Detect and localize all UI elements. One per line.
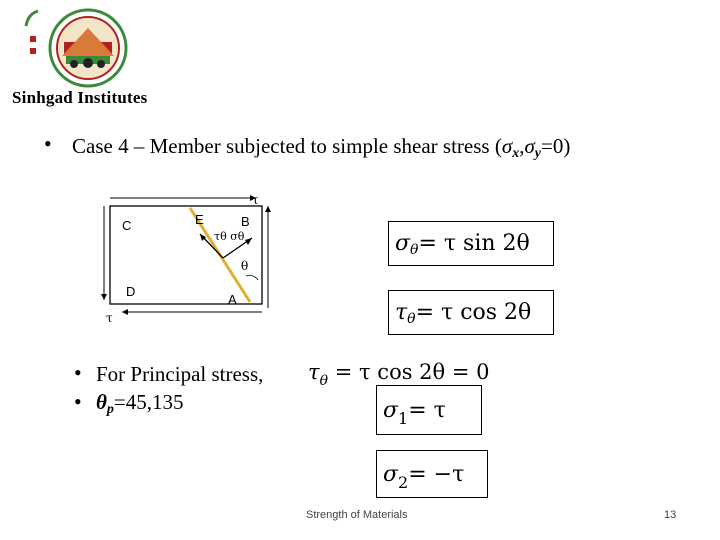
corner-E-label: E	[195, 212, 204, 227]
case-heading-prefix: Case 4 – Member subjected to simple shear stress (	[72, 134, 502, 158]
principal-angle-value: =45,135	[113, 390, 184, 414]
footer-title: Strength of Materials	[306, 509, 408, 521]
subscript-p: p	[106, 402, 114, 417]
arrowhead-icon	[101, 294, 107, 300]
formula-rhs: = τ	[408, 397, 446, 423]
equation-lhs: τ	[308, 360, 320, 384]
case-heading-suffix: =0)	[541, 134, 571, 158]
theta-arc	[246, 276, 258, 281]
bullet-dot: •	[74, 389, 82, 414]
equation-rhs: = τ cos 2θ = 0	[328, 360, 490, 384]
shear-stress-formula	[388, 290, 554, 335]
theta-symbol: θ	[96, 390, 107, 414]
formula-lhs: σ	[383, 397, 399, 423]
corner-D-label: D	[126, 284, 136, 299]
sigma-symbol: σ	[524, 134, 535, 158]
formula-subscript: 1	[398, 408, 409, 428]
arrowhead-icon	[122, 309, 128, 315]
bullet-dot: •	[74, 360, 82, 385]
principal-stress-text: For Principal stress,	[96, 362, 264, 386]
formula-rhs: = −τ	[408, 461, 465, 487]
equation-subscript: θ	[319, 373, 329, 389]
formula-lhs: σ	[395, 231, 411, 256]
tau-top-label: τ	[252, 193, 259, 207]
principal-stress-1-formula	[376, 385, 482, 435]
logo-caption: Sinhgad Institutes	[12, 88, 148, 107]
separator: ,	[519, 134, 525, 158]
formula-rhs: = τ cos 2θ	[415, 300, 532, 325]
corner-C-label: C	[122, 218, 132, 233]
corner-A-label: A	[228, 292, 237, 307]
subscript-x: x	[512, 146, 520, 161]
principal-stress-2-formula	[376, 450, 488, 498]
formula-subscript: 2	[398, 472, 409, 492]
formula-rhs: = τ sin 2θ	[418, 231, 530, 256]
bullet-dot: •	[44, 131, 52, 156]
tau-left-label: τ	[106, 311, 113, 325]
sigma-symbol: σ	[501, 134, 513, 158]
principal-angle-text	[96, 390, 184, 415]
formula-lhs: τ	[395, 300, 408, 325]
stress-label: τθ σθ	[214, 230, 245, 243]
page-number: 13	[664, 509, 677, 521]
corner-B-label: B	[241, 214, 250, 229]
logo-emblem	[8, 6, 158, 91]
case-heading	[72, 134, 570, 159]
formula-subscript: θ	[407, 310, 416, 327]
shear-element-diagram	[100, 190, 280, 330]
arrowhead-icon	[245, 238, 252, 245]
subscript-y: y	[534, 146, 542, 161]
principal-stress-equation	[308, 360, 490, 389]
formula-lhs: σ	[383, 461, 399, 487]
normal-stress-formula	[388, 221, 554, 266]
arrowhead-icon	[265, 206, 271, 212]
formula-subscript: θ	[410, 241, 419, 258]
theta-label: θ	[241, 259, 249, 273]
